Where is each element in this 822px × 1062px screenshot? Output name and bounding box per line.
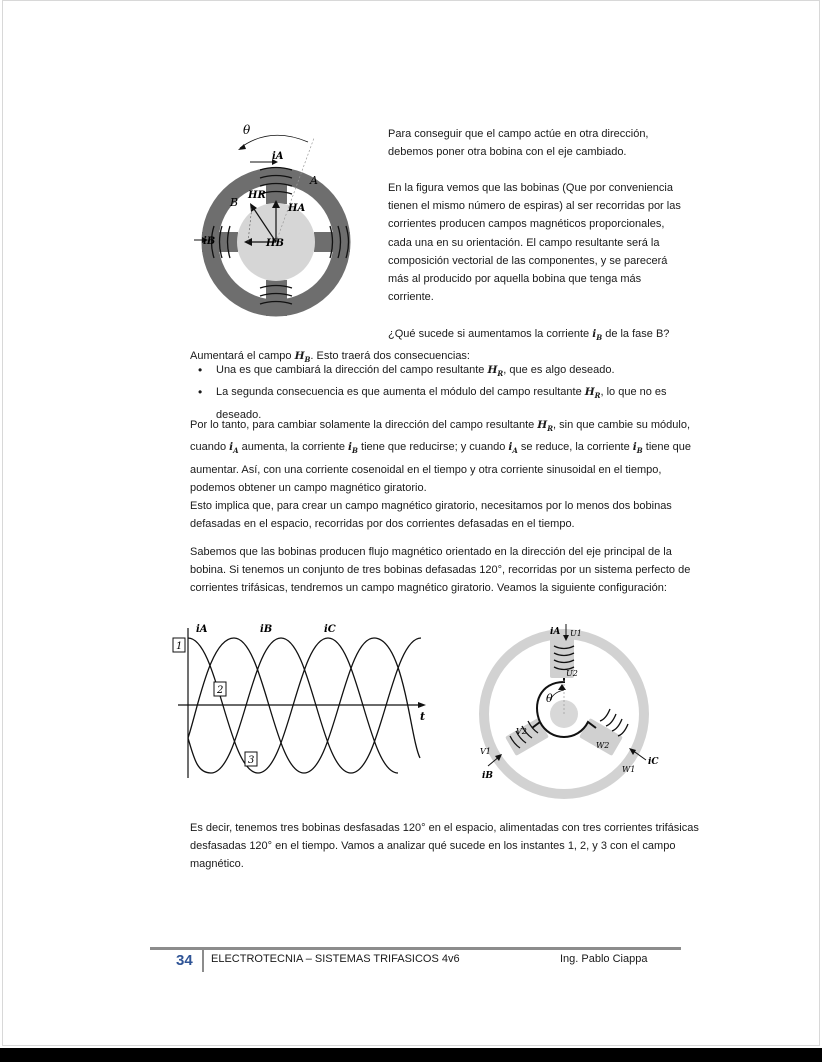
v1-label: V1 [480, 747, 491, 756]
pole-top [266, 168, 287, 204]
three-phase-waveform-figure [172, 618, 434, 783]
ic-series-label: iC [324, 624, 336, 635]
list-item: • La segunda consecuencia es que aumenta el módulo del campo resultante $H_R$, lo que no es deseado. [190, 383, 690, 424]
coil-a-label: A [310, 174, 318, 187]
paragraph-three-coils: Sabemos que las bobinas producen flujo magnético orientado en la dirección del eje principal de la bobina. Si tenemos un conjunto de tres bobinas defasadas 120°, recorridas por un sistema perfecto de corrientes trifásicas, tendremos un campo magnético giratorio. Veamos la siguiente configuración: [190, 546, 691, 595]
u1-label: U1 [570, 629, 582, 638]
intro-paragraph-2: En la figura vemos que las bobinas (Que por conveniencia tienen el mismo número de espiras) al ser recorridas por las corrientes producen campos magnéticos proporcionales, cada una en su orientación. El campo resultante será la composición vectorial de las componentes, y se parecerá más al producido por aquella bobina que tenga más corriente. [388, 182, 681, 304]
ia-label: iA [272, 151, 284, 162]
ia-series-label: iA [196, 624, 208, 635]
footer-rule [150, 947, 681, 950]
w1-label: W1 [622, 765, 636, 774]
bottom-band [0, 1048, 822, 1062]
ia-label: iA [550, 627, 561, 637]
instant-2-label: 2 [217, 685, 224, 696]
ib-label: iB [203, 236, 216, 247]
v2-label: V2 [516, 727, 527, 736]
footer-separator [202, 950, 204, 972]
theta-arc [240, 135, 308, 148]
question-paragraph: ¿Qué sucede si aumentamos la corriente $i_B$ de la fase B? Aumentará el campo $H_B$. Esto traerá dos consecuencias: [190, 328, 670, 365]
instant-3-label: 3 [248, 755, 255, 766]
ic-label: iC [648, 757, 659, 767]
paragraph-direction-change: Por lo tanto, para cambiar solamente la dirección del campo resultante $H_R$, sin que cambie su módulo, cuando $i_A$ aumenta, la corriente $i_B$ tiene que reducirse; y cuando $i_A$ se reduce, la corriente $i_B$ tiene que aumentar. Así, con una corriente cosenoidal en el tiempo y otra corriente sinusoidal en el tiempo, podemos obtener un campo magnético giratorio. Esto implica que, para crear un campo magnético giratorio, necesitamos por lo menos dos bobinas defasadas en el espacio, recorridas por dos corrientes defasadas en el tiempo. [190, 419, 692, 531]
intro-paragraph-1: Para conseguir que el campo actúe en otra dirección, debemos poner otra bobina con el eje cambiado. [388, 128, 649, 159]
footer-author: Ing. Pablo Ciappa [560, 953, 648, 965]
three-coil-stator-figure [470, 618, 670, 808]
two-coil-stator-figure [190, 118, 380, 323]
u2-label: U2 [566, 669, 578, 678]
theta-label: θ [243, 123, 251, 137]
ib-series-label: iB [260, 624, 273, 635]
page-number: 34 [176, 952, 193, 969]
w2-label: W2 [596, 741, 610, 750]
ha-label: HA [288, 203, 306, 214]
ib-label: iB [482, 771, 494, 781]
footer-title: ELECTROTECNIA – SISTEMAS TRIFASICOS 4v6 [211, 953, 460, 965]
list-item: • Una es que cambiará la dirección del campo resultante $H_R$, que es algo deseado. [190, 361, 690, 383]
paragraph-conclusion: Es decir, tenemos tres bobinas desfasadas 120° en el espacio, alimentadas con tres corrientes trifásicas desfasadas 120° en el tiempo. Vamos a analizar qué sucede en los instantes 1, 2, y 3 con el campo magnético. [190, 822, 699, 871]
time-axis-label: t [420, 710, 426, 723]
hr-label: HR [248, 190, 266, 201]
hb-label: HB [266, 238, 284, 249]
theta-label: θ [546, 692, 553, 705]
coil-b-label: B [230, 196, 239, 209]
instant-1-label: 1 [176, 641, 183, 652]
consequence-list [190, 361, 690, 424]
